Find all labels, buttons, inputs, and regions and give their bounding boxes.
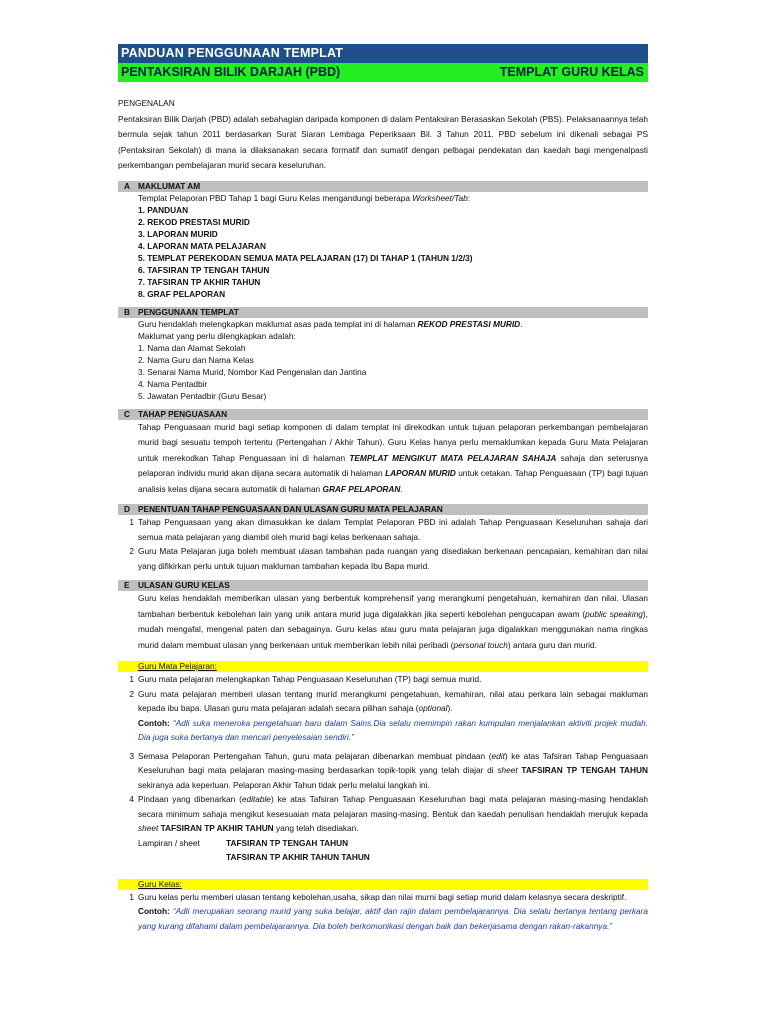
page-title: PANDUAN PENGGUNAAN TEMPLAT bbox=[118, 44, 648, 63]
list-item: 3. Senarai Nama Murid, Nombor Kad Pengenalan dan Jantina bbox=[138, 366, 367, 377]
section-a-header bbox=[118, 181, 648, 192]
numbered-item bbox=[118, 515, 648, 544]
guru-kelas-label-bar bbox=[118, 879, 648, 890]
lampiran-row bbox=[118, 836, 648, 851]
text-italic: sheet bbox=[497, 765, 518, 775]
section-letter: A bbox=[124, 180, 130, 191]
spacer bbox=[138, 850, 226, 865]
text-italic: edit bbox=[491, 750, 505, 761]
text-italic: public speaking bbox=[585, 608, 643, 619]
guru-mp-label: Guru Mata Pelajaran: bbox=[138, 661, 217, 671]
list-item: 4. LAPORAN MATA PELAJARAN bbox=[138, 240, 266, 251]
numbered-item bbox=[118, 890, 648, 934]
item-text: Guru Mata Pelajaran juga boleh membuat ulasan tambahan pada ruangan yang disediakan berkenaan pencapaian, kemahiran dan nilai yang difikirkan perlu untuk tujuan makluman tambahan kepada Ibu Bapa murid. bbox=[138, 546, 648, 571]
text: Guru mata pelajaran memberi ulasan tentang murid merangkumi pengetahuan, kemahiran, nilai atau perkara lain sebagai makluman kepada ibu bapa. Ulasan guru mata pelajaran adalah secara pilihan sahaja ( bbox=[138, 688, 648, 713]
list-item: 4. Nama Pentadbir bbox=[138, 378, 208, 389]
section-letter: E bbox=[124, 580, 130, 590]
text: ), mudah mengafal, mengenal paten dan sebagainya. Guru kelas atau guru mata pelajaran juga digalakkan menggunakan nama ringkas murid dalam membuat ulasan yang berkenaan untuk memberikan lebih nilai peribadi ( bbox=[138, 608, 648, 650]
numbered-item bbox=[118, 749, 648, 793]
section-e-header bbox=[118, 580, 648, 591]
section-d-header bbox=[118, 504, 648, 515]
list-item: 3. LAPORAN MURID bbox=[138, 228, 218, 239]
numbered-item bbox=[118, 672, 648, 687]
subtitle-right: TEMPLAT GURU KELAS bbox=[499, 65, 644, 79]
text: ) ke atas Tafsiran Tahap Penguasaan Keseluruhan bagi mata pelajaran masing-masing berdasarkan topik-topik yang telah diajar di bbox=[138, 750, 648, 775]
item-number: 2 bbox=[129, 688, 134, 699]
text: Tahap Penguasaan murid bagi setiap komponen di dalam templat ini direkodkan untuk tujuan pelaporan perkembangan pembelajaran murid bagi sesuatu tempoh tertentu (Pertengahan / Akhir Tahun). Guru Kelas hanya perlu memaklumkan kepada Guru Mata Pelajaran untuk merekodkan Tahap Penguasaan ini di halaman bbox=[138, 421, 648, 463]
contoh-label: Contoh: bbox=[138, 906, 170, 916]
list-item: 6. TAFSIRAN TP TENGAH TAHUN bbox=[138, 264, 270, 275]
section-title: MAKLUMAT AM bbox=[138, 180, 201, 191]
text: ) antara guru dan murid. bbox=[507, 639, 597, 650]
item-number: 2 bbox=[129, 546, 134, 556]
text: Guru hendaklah melengkapkan maklumat asas pada templat ini di halaman bbox=[138, 318, 418, 329]
text: sahaja dan seterusnya pelaporan individu murid akan dijana secara automatik di halaman bbox=[138, 452, 648, 478]
list-item: 1. PANDUAN bbox=[138, 204, 189, 215]
item-text: Guru mata pelajaran melengkapkan Tahap Penguasaan Keseluruhan (TP) bagi semua murid. bbox=[138, 674, 482, 684]
section-b-header bbox=[118, 307, 648, 318]
section-title: ULASAN GURU KELAS bbox=[138, 580, 230, 590]
section-title: TAHAP PENGUASAAN bbox=[138, 408, 228, 419]
intro-colon: : bbox=[467, 192, 471, 203]
lampiran-sheet: TAFSIRAN TP TENGAH TAHUN bbox=[226, 837, 349, 848]
item-text bbox=[138, 687, 648, 745]
item-text bbox=[138, 749, 648, 793]
item-text bbox=[138, 792, 648, 836]
intro-body: Pentaksiran Bilik Darjah (PBD) adalah sebahagian daripada komponen di dalam Pentaksiran Berasaskan Sekolah (PBS). Pelaksanaannya telah bermula sejak tahun 2011 berdasarkan Surat Siaran Lembaga Peperiksaan Bil. 3 Tahun 2011. PBD sebelum ini dikenali sebagai PS (Pentaksiran Sekolah) di mana ia dilaksanakan secara formatif dan sumatif dengan pelbagai pendekatan dan kaedah bagi mengenalpasti perkembangan pembelajaran murid secara keseluruhan. bbox=[118, 113, 648, 170]
list-item: 2. Nama Guru dan Nama Kelas bbox=[138, 354, 254, 365]
section-title: PENENTUAN TAHAP PENGUASAAN DAN ULASAN GURU MATA PELAJARAN bbox=[138, 504, 443, 514]
text: sekiranya ada keperluan. Pelaporan Akhir Tahun tidak perlu melalui langkah ini. bbox=[138, 779, 430, 790]
list-item: 7. TAFSIRAN TP AKHIR TAHUN bbox=[138, 276, 261, 287]
text: Guru kelas perlu memberi ulasan tentang kebolehan,usaha, sikap dan nilai murni bagi setiap murid dalam kelasnya secara deskriptif. bbox=[138, 891, 627, 902]
text-bold: TAFSIRAN TP AKHIR TAHUN bbox=[158, 823, 274, 833]
text-emph: GRAF PELAPORAN bbox=[322, 483, 401, 494]
item-text: Tahap Penguasaan yang akan dimasukkan ke dalam Templat Pelaporan PBD ini adalah Tahap Penguasaan Keseluruhan sahaja dari semua mata pelajaran yang diambil oleh murid bagi kelas berkenaan sahaja. bbox=[138, 517, 648, 542]
lampiran-row bbox=[118, 850, 648, 865]
list-item: 5. Jawatan Pentadbir (Guru Besar) bbox=[138, 390, 267, 401]
section-b-line1 bbox=[118, 318, 648, 330]
text-emph: REKOD PRESTASI MURID bbox=[417, 318, 521, 329]
guru-kelas-label: Guru Kelas: bbox=[138, 878, 182, 889]
section-b-line2: Maklumat yang perlu dilengkapkan adalah: bbox=[138, 330, 296, 341]
text: ) ke atas Tafsiran Tahap Penguasaan Keseluruhan bagi mata pelajaran masing-masing hendaklah secara minimum sahaja mengikut kesesuaian mata pelajaran masing-masing. Bentuk dan kaedah penulisan hendaklah merujuk kepada bbox=[138, 794, 648, 819]
item-number: 1 bbox=[129, 674, 134, 684]
info-list bbox=[118, 342, 648, 402]
text: yang telah disediakan. bbox=[273, 823, 359, 833]
intro-italic: Worksheet/Tab bbox=[412, 192, 468, 203]
guide-page bbox=[118, 44, 648, 933]
text: ). bbox=[447, 703, 453, 713]
list-item: 1. Nama dan Alamat Sekolah bbox=[138, 342, 246, 353]
section-e-body bbox=[118, 591, 648, 653]
guru-mp-label-bar bbox=[118, 661, 648, 672]
text-bold: TAFSIRAN TP TENGAH TAHUN bbox=[517, 765, 649, 775]
spacer bbox=[118, 850, 138, 865]
section-letter: C bbox=[124, 408, 130, 419]
subtitle-bar bbox=[118, 63, 648, 82]
item-number: 3 bbox=[129, 750, 134, 761]
intro-heading: PENGENALAN bbox=[118, 98, 175, 108]
text: untuk cetakan. Tahap Penguasaan (TP) bagi tujuan analisis kelas dijana secara automatik di halaman bbox=[138, 468, 648, 494]
item-number: 1 bbox=[129, 517, 134, 527]
lampiran-sheet: TAFSIRAN TP AKHIR TAHUN TAHUN bbox=[226, 852, 370, 862]
text: . bbox=[400, 483, 403, 494]
text-italic: personal touch bbox=[453, 639, 508, 650]
text: Semasa Pelaporan Pertengahan Tahun, guru mata pelajaran dibenarkan membuat pindaan ( bbox=[138, 750, 492, 761]
text: . bbox=[520, 318, 523, 329]
numbered-item bbox=[118, 792, 648, 836]
section-letter: B bbox=[124, 306, 130, 317]
numbered-item bbox=[118, 687, 648, 745]
contoh-label: Contoh: bbox=[138, 717, 170, 728]
worksheet-list bbox=[118, 204, 648, 300]
item-number: 4 bbox=[129, 794, 134, 804]
text: Pindaan yang dibenarkan ( bbox=[138, 794, 242, 804]
subtitle-left: PENTAKSIRAN BILIK DARJAH (PBD) bbox=[121, 65, 341, 79]
section-title: PENGGUNAAN TEMPLAT bbox=[138, 306, 239, 317]
numbered-item bbox=[118, 544, 648, 573]
intro-text: Templat Pelaporan PBD Tahap 1 bagi Guru Kelas mengandungi beberapa bbox=[138, 192, 413, 203]
section-a-intro bbox=[118, 192, 648, 204]
section-c-body bbox=[118, 420, 648, 498]
list-item: 2. REKOD PRESTASI MURID bbox=[138, 216, 250, 227]
contoh-text: “Adli suka meneroka pengetahuan baru dalam Sains.Dia selalu memimpin rakan kumpulan menjalankan aktiviti projek mudah. Dia juga suka bertanya dan mencari penyelesaian sendiri.” bbox=[138, 717, 648, 742]
item-number: 1 bbox=[129, 891, 134, 902]
text-emph: TEMPLAT MENGIKUT MATA PELAJARAN SAHAJA bbox=[349, 452, 557, 463]
spacer bbox=[118, 836, 138, 851]
list-item: 5. TEMPLAT PEREKODAN SEMUA MATA PELAJARAN (17) DI TAHAP 1 (TAHUN 1/2/3) bbox=[138, 252, 473, 263]
lampiran-label: Lampiran / sheet bbox=[138, 837, 200, 848]
section-c-header bbox=[118, 409, 648, 420]
text-italic: sheet bbox=[138, 823, 159, 833]
text: Guru kelas hendaklah memberikan ulasan yang berbentuk komprehensif yang merangkumi pengetahuan, kemahiran dan nilai. Ulasan tambahan berbentuk kebolehan lain yang unik antara murid juga digalakkan jika seperti kebolehan pengucapan awam ( bbox=[138, 593, 648, 619]
contoh-text: “Adli merupakan seorang murid yang suka belajar, aktif dan rajin dalam pembelajarannya. Dia selalu bertanya tentang perkara yang kurang difahami dalam pembelajarannya. Dia boleh berkomunikasi dengan baik dan bekerjasama dengan rakan-rakannya.” bbox=[138, 906, 648, 931]
text-italic: optional bbox=[418, 703, 448, 713]
section-letter: D bbox=[124, 504, 130, 514]
text-emph: LAPORAN MURID bbox=[385, 468, 456, 478]
item-text bbox=[138, 890, 648, 934]
text-italic: editable bbox=[241, 794, 271, 804]
list-item: 8. GRAF PELAPORAN bbox=[138, 288, 226, 299]
